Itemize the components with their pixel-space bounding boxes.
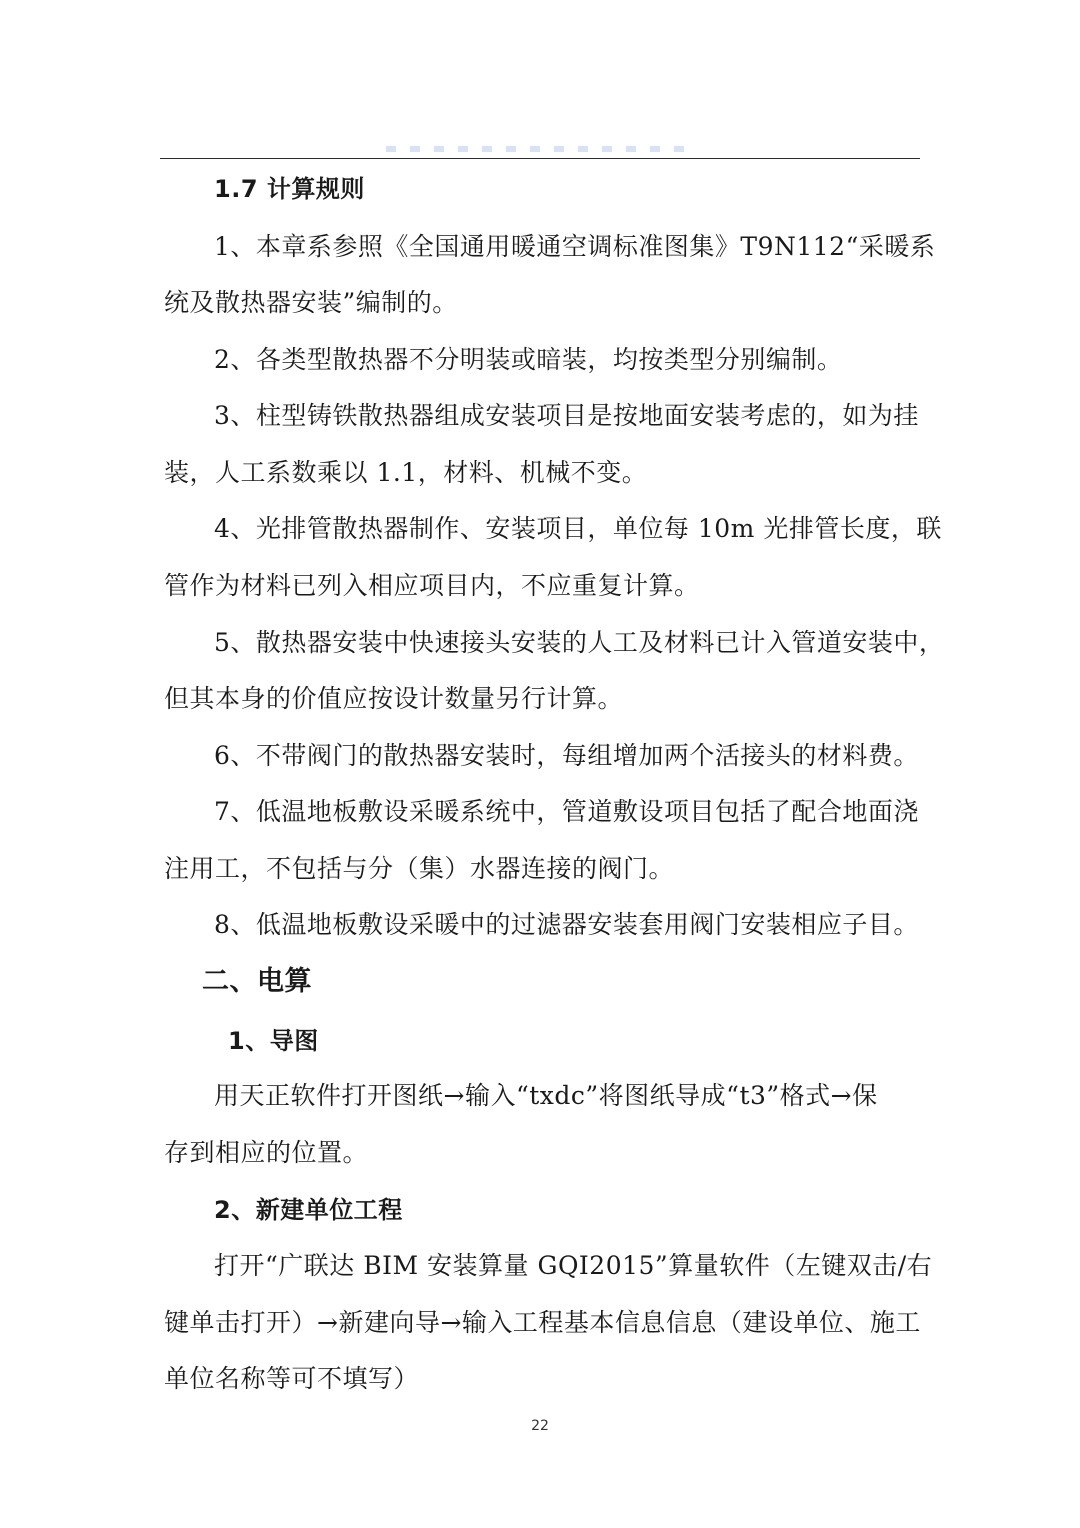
rule-4-line-2: 管作为材料已列入相应项目内，不应重复计算。 (164, 571, 700, 600)
step-2-heading: 2、新建单位工程 (214, 1196, 403, 1224)
rule-5-line-2: 但其本身的价值应按设计数量另行计算。 (164, 684, 624, 713)
rule-5-line-1: 5、散热器安装中快速接头安装的人工及材料已计入管道安装中， (214, 628, 945, 657)
step-2-line-1: 打开“广联达 BIM 安装算量 GQI2015”算量软件（左键双击/右 (214, 1251, 933, 1280)
rule-7-line-1: 7、低温地板敷设采暖系统中，管道敷设项目包括了配合地面浇 (214, 797, 919, 826)
step-1-line-1: 用天正软件打开图纸→输入“txdc”将图纸导成“t3”格式→保 (214, 1081, 878, 1110)
header-watermark (386, 146, 696, 152)
rule-3-line-1: 3、柱型铸铁散热器组成安装项目是按地面安装考虑的，如为挂 (214, 401, 919, 430)
rule-7-line-2: 注用工，不包括与分（集）水器连接的阀门。 (164, 854, 675, 883)
rule-6: 6、不带阀门的散热器安装时，每组增加两个活接头的材料费。 (214, 741, 919, 770)
rule-1-line-1: 1、本章系参照《全国通用暖通空调标准图集》T9N112“采暖系 (214, 232, 936, 261)
rule-8: 8、低温地板敷设采暖中的过滤器安装套用阀门安装相应子目。 (214, 910, 919, 939)
header-rule (160, 158, 920, 159)
rule-4-line-1: 4、光排管散热器制作、安装项目，单位每 10m 光排管长度，联 (214, 514, 942, 543)
page-number: 22 (531, 1418, 549, 1434)
step-1-line-2: 存到相应的位置。 (164, 1138, 369, 1167)
step-2-line-3: 单位名称等可不填写） (164, 1364, 420, 1393)
rule-1-line-2: 统及散热器安装”编制的。 (164, 288, 458, 317)
step-2-line-2: 键单击打开）→新建向导→输入工程基本信息信息（建设单位、施工 (164, 1308, 921, 1337)
section-heading-1-7: 1.7 计算规则 (214, 175, 365, 203)
rule-2: 2、各类型散热器不分明装或暗装，均按类型分别编制。 (214, 345, 843, 374)
step-1-heading: 1、导图 (228, 1027, 319, 1055)
section-heading-2: 二、电算 (202, 966, 312, 997)
rule-3-line-2: 装，人工系数乘以 1.1，材料、机械不变。 (164, 458, 648, 487)
